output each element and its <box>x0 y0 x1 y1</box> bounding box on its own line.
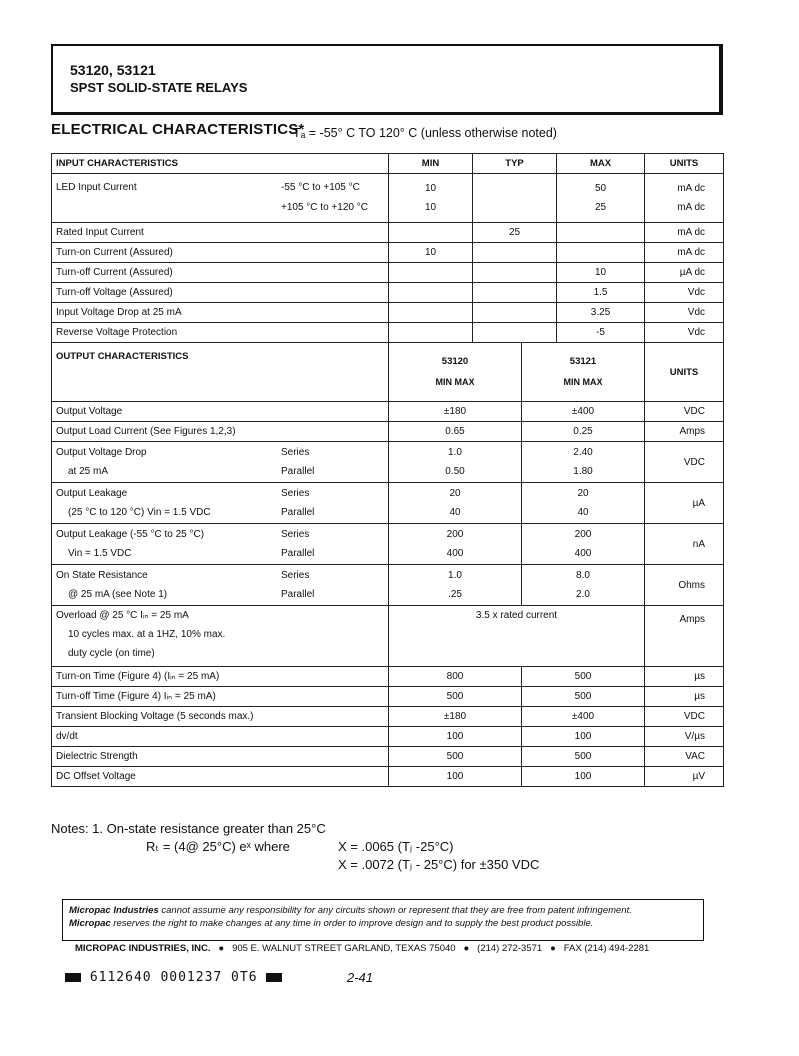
paired-config-1: Series <box>281 488 310 499</box>
row-label: Transient Blocking Voltage (5 seconds max.) <box>52 707 389 727</box>
company-address-line <box>75 943 649 954</box>
paired-value-b <box>522 442 645 483</box>
row-value-b: ±400 <box>522 707 645 727</box>
electrical-characteristics-table <box>51 153 724 787</box>
value-b1: 8.0 <box>576 570 590 581</box>
led-label: LED Input Current <box>56 182 137 193</box>
overload-label-1: Overload @ 25 °C Iᵢₙ = 25 mA <box>56 610 189 621</box>
page-number: 2-41 <box>347 970 374 985</box>
row-value-b: 500 <box>522 747 645 767</box>
row-min <box>389 263 473 283</box>
value-a2: .25 <box>448 589 462 600</box>
value-a1: 1.0 <box>448 447 462 458</box>
row-unit: V/µs <box>645 727 724 747</box>
row-value-a: 0.65 <box>389 422 522 442</box>
value-b1: 200 <box>574 529 592 540</box>
paired-unit <box>645 524 724 565</box>
row-label: Reverse Voltage Protection <box>52 323 389 343</box>
row-unit: Amps <box>645 422 724 442</box>
row-unit: Vdc <box>645 283 724 303</box>
row-max <box>557 223 645 243</box>
part-a-header <box>389 343 522 402</box>
bullet-icon: ● <box>218 943 225 954</box>
product-title: SPST SOLID-STATE RELAYS <box>70 80 248 95</box>
row-unit: µA dc <box>645 263 724 283</box>
output-header-row <box>52 343 724 402</box>
note-1: Notes: 1. On-state resistance greater than 25°C <box>51 821 326 836</box>
row-max: 3.25 <box>557 303 645 323</box>
value-a1: 1.0 <box>448 570 462 581</box>
row-min: 10 <box>389 243 473 263</box>
part-numbers: 53120, 53121 <box>70 62 156 78</box>
disclaimer-company-2: Micropac <box>69 918 111 929</box>
paired-row <box>52 565 724 606</box>
row-value-a: 100 <box>389 767 522 787</box>
value-a2: 400 <box>446 548 464 559</box>
footer-fax: FAX (214) 494-2281 <box>563 943 650 954</box>
paired-value-a <box>389 524 522 565</box>
led-min-1: 10 <box>424 183 437 194</box>
led-max-cell <box>557 174 645 223</box>
part-a-number: 53120 <box>441 356 469 367</box>
output-row <box>52 747 724 767</box>
paired-value-b <box>522 524 645 565</box>
row-label: Output Load Current (See Figures 1,2,3) <box>52 422 389 442</box>
row-value-a: 500 <box>389 687 522 707</box>
paired-config-1: Series <box>281 570 310 581</box>
value-b2: 40 <box>577 507 589 518</box>
paired-label-cell <box>52 524 389 565</box>
document-code: 6112640 0001237 0T6 <box>89 970 258 985</box>
input-characteristics-header: INPUT CHARACTERISTICS <box>52 154 389 174</box>
paired-row <box>52 524 724 565</box>
disclaimer-line-1 <box>69 904 697 917</box>
row-max: -5 <box>557 323 645 343</box>
input-row <box>52 223 724 243</box>
row-value-a: ±180 <box>389 402 522 422</box>
paired-label-1: On State Resistance <box>56 570 148 581</box>
row-value-a: 500 <box>389 747 522 767</box>
paired-label-cell <box>52 442 389 483</box>
paired-config-2: Parallel <box>281 507 315 518</box>
block-mark-icon <box>266 973 282 982</box>
led-min-2: 10 <box>424 202 437 213</box>
row-typ <box>473 323 557 343</box>
row-max: 10 <box>557 263 645 283</box>
footer-company: MICROPAC INDUSTRIES, INC. <box>75 943 211 954</box>
input-header-row <box>52 154 724 174</box>
paired-value-a <box>389 565 522 606</box>
row-label: Turn-off Voltage (Assured) <box>52 283 389 303</box>
row-unit: VAC <box>645 747 724 767</box>
led-unit-2: mA dc <box>677 202 706 213</box>
led-cond-2: +105 °C to +120 °C <box>281 202 368 213</box>
row-min <box>389 303 473 323</box>
note-x-2: X = .0072 (Tⱼ - 25°C) for ±350 VDC <box>338 857 540 872</box>
value-a2: 0.50 <box>445 466 465 477</box>
paired-unit <box>645 442 724 483</box>
header-shadow-bottom <box>51 112 723 115</box>
overload-label-cell <box>52 606 389 667</box>
value-a1: 200 <box>446 529 464 540</box>
row-typ <box>473 263 557 283</box>
input-row <box>52 283 724 303</box>
row-min <box>389 283 473 303</box>
led-row <box>52 174 724 223</box>
output-characteristics-header: OUTPUT CHARACTERISTICS <box>52 343 389 402</box>
block-mark-icon <box>65 973 81 982</box>
row-label: dv/dt <box>52 727 389 747</box>
part-a-minmax: MIN MAX <box>435 377 475 387</box>
row-label: Output Voltage <box>52 402 389 422</box>
paired-row <box>52 442 724 483</box>
value-b1: 20 <box>577 488 589 499</box>
unit-2: nA <box>692 538 706 550</box>
paired-config-1: Series <box>281 529 310 540</box>
row-unit: µs <box>645 687 724 707</box>
paired-value-b <box>522 483 645 524</box>
row-value-a: 100 <box>389 727 522 747</box>
led-cond-1: -55 °C to +105 °C <box>281 182 360 193</box>
input-row <box>52 303 724 323</box>
output-row <box>52 402 724 422</box>
bullet-icon: ● <box>463 943 470 954</box>
part-b-header <box>522 343 645 402</box>
row-unit: µs <box>645 667 724 687</box>
overload-label-2: 10 cycles max. at a 1HZ, 10% max. <box>68 629 226 640</box>
row-label: Input Voltage Drop at 25 mA <box>52 303 389 323</box>
value-b1: 2.40 <box>573 447 593 458</box>
unit-1: VDC <box>683 456 706 468</box>
bullet-icon: ● <box>550 943 556 954</box>
disclaimer-company: Micropac Industries <box>69 905 159 916</box>
row-label: Turn-off Time (Figure 4) Iᵢₙ = 25 mA) <box>52 687 389 707</box>
led-label-cell <box>52 174 389 223</box>
row-value-b: 100 <box>522 727 645 747</box>
section-condition: Tₐ = -55° C TO 120° C (unless otherwise noted) <box>293 126 557 140</box>
row-unit: µV <box>645 767 724 787</box>
header-box <box>51 44 721 114</box>
output-units-header: UNITS <box>645 343 724 402</box>
row-label: Turn-on Time (Figure 4) (Iᵢₙ = 25 mA) <box>52 667 389 687</box>
input-row <box>52 243 724 263</box>
paired-label-cell <box>52 565 389 606</box>
header-shadow-right <box>720 44 723 115</box>
row-min <box>389 323 473 343</box>
led-max-1: 50 <box>594 183 607 194</box>
paired-label-2: at 25 mA <box>68 466 109 477</box>
paired-unit <box>645 483 724 524</box>
row-typ: 25 <box>473 223 557 243</box>
disclaimer-line-2 <box>69 917 697 930</box>
typ-header: TYP <box>473 154 557 174</box>
paired-label-cell <box>52 483 389 524</box>
disclaimer-box <box>62 899 704 941</box>
paired-label-1: Output Leakage <box>56 488 128 499</box>
row-unit: Vdc <box>645 323 724 343</box>
section-title: ELECTRICAL CHARACTERISTICS* <box>51 121 305 138</box>
overload-value: 3.5 x rated current <box>389 606 645 667</box>
paired-value-a <box>389 483 522 524</box>
output-row <box>52 422 724 442</box>
output-row <box>52 727 724 747</box>
value-a1: 20 <box>449 488 461 499</box>
led-max-2: 25 <box>594 202 607 213</box>
part-b-minmax: MIN MAX <box>563 377 603 387</box>
row-max <box>557 243 645 263</box>
footer-address: 905 E. WALNUT STREET GARLAND, TEXAS 75040 <box>232 943 456 954</box>
row-value-b: 0.25 <box>522 422 645 442</box>
row-value-a: ±180 <box>389 707 522 727</box>
min-header: MIN <box>389 154 473 174</box>
overload-label-3: duty cycle (on time) <box>68 648 155 659</box>
disclaimer-text-2: reserves the right to make changes at any time in order to improve design and to supply the best product possible. <box>110 918 594 929</box>
unit-1: Ohms <box>678 579 706 591</box>
footer-phone: (214) 272-3571 <box>477 943 543 954</box>
units-header: UNITS <box>645 154 724 174</box>
paired-row <box>52 483 724 524</box>
output-row <box>52 707 724 727</box>
output-row <box>52 687 724 707</box>
row-unit: mA dc <box>645 223 724 243</box>
row-label: Turn-off Current (Assured) <box>52 263 389 283</box>
output-row <box>52 667 724 687</box>
row-value-b: 100 <box>522 767 645 787</box>
overload-unit: Amps <box>645 606 724 667</box>
max-header: MAX <box>557 154 645 174</box>
value-b2: 2.0 <box>576 589 590 600</box>
row-unit: VDC <box>645 707 724 727</box>
row-unit: VDC <box>645 402 724 422</box>
value-b2: 1.80 <box>573 466 593 477</box>
paired-unit <box>645 565 724 606</box>
paired-config-2: Parallel <box>281 548 315 559</box>
row-value-a: 800 <box>389 667 522 687</box>
row-typ <box>473 303 557 323</box>
unit-1: µA <box>692 497 706 509</box>
paired-config-2: Parallel <box>281 466 315 477</box>
paired-label-1: Output Leakage (-55 °C to 25 °C) <box>56 529 205 540</box>
row-label: Rated Input Current <box>52 223 389 243</box>
paired-label-2: (25 °C to 120 °C) Vin = 1.5 VDC <box>68 507 211 518</box>
part-b-number: 53121 <box>569 356 597 367</box>
row-unit: mA dc <box>645 243 724 263</box>
row-label: Turn-on Current (Assured) <box>52 243 389 263</box>
row-value-b: ±400 <box>522 402 645 422</box>
barcode-line <box>65 970 282 985</box>
value-a2: 40 <box>449 507 461 518</box>
led-typ-cell <box>473 174 557 223</box>
led-unit-1: mA dc <box>677 183 706 194</box>
note-formula: Rₜ = (4@ 25°C) eˣ where <box>146 839 290 854</box>
input-row <box>52 323 724 343</box>
paired-label-2: @ 25 mA (see Note 1) <box>68 589 168 600</box>
led-unit-cell <box>645 174 724 223</box>
row-max: 1.5 <box>557 283 645 303</box>
row-label: DC Offset Voltage <box>52 767 389 787</box>
input-row <box>52 263 724 283</box>
row-min <box>389 223 473 243</box>
row-label: Dielectric Strength <box>52 747 389 767</box>
paired-config-1: Series <box>281 447 310 458</box>
row-typ <box>473 283 557 303</box>
led-min-cell <box>389 174 473 223</box>
output-row <box>52 767 724 787</box>
note-x-1: X = .0065 (Tⱼ -25°C) <box>338 839 454 854</box>
paired-config-2: Parallel <box>281 589 315 600</box>
paired-label-1: Output Voltage Drop <box>56 447 147 458</box>
row-typ <box>473 243 557 263</box>
paired-value-b <box>522 565 645 606</box>
row-value-b: 500 <box>522 667 645 687</box>
overload-row <box>52 606 724 667</box>
disclaimer-text-1: cannot assume any responsibility for any circuits shown or represent that they are free from patent infringement. <box>158 905 632 916</box>
value-b2: 400 <box>574 548 592 559</box>
paired-label-2: Vin = 1.5 VDC <box>68 548 132 559</box>
row-value-b: 500 <box>522 687 645 707</box>
row-unit: Vdc <box>645 303 724 323</box>
paired-value-a <box>389 442 522 483</box>
